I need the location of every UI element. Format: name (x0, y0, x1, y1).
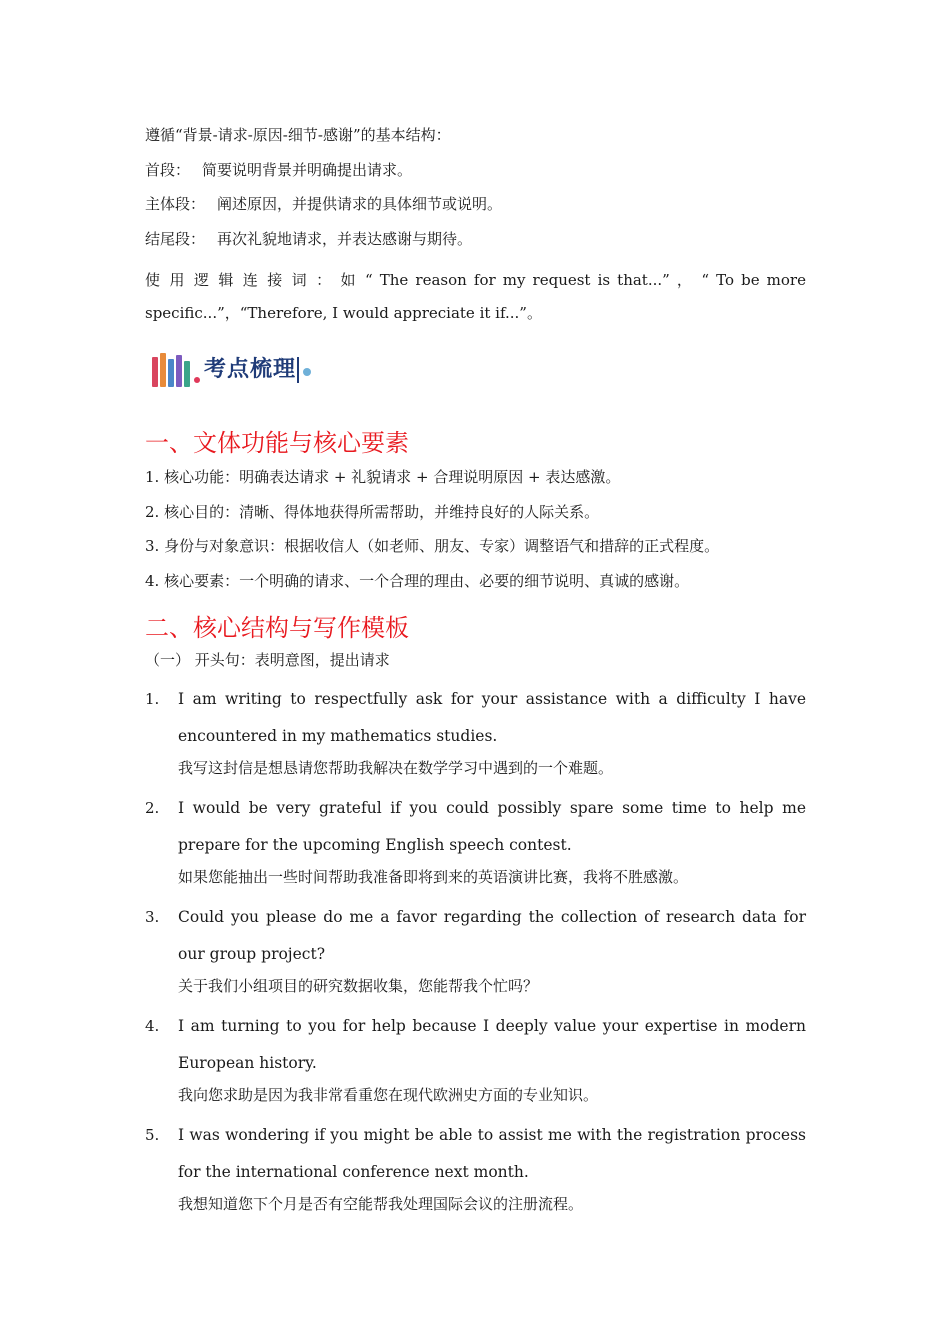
structure-row (145, 193, 806, 215)
banner-title: 考点梳理 (204, 357, 299, 383)
list-item: 3. 身份与对象意识：根据收信人（如老师、朋友、专家）调整语气和措辞的正式程度。 (145, 537, 720, 555)
book-spine (152, 357, 158, 387)
row-text: 再次礼貌地请求，并表达感谢与期待。 (217, 229, 473, 248)
chinese-translation: 关于我们小组项目的研究数据收集，您能帮我个忙吗？ (178, 976, 539, 995)
list-item: 1. 核心功能：明确表达请求 + 礼貌请求 + 合理说明原因 + 表达感激。 (145, 468, 621, 486)
subheading: （一） 开头句：表明意图，提出请求 (145, 650, 390, 669)
book-spine (176, 355, 182, 387)
book-spine (160, 353, 166, 387)
section-heading: 一、文体功能与核心要素 (145, 429, 409, 457)
item-number: 1. (145, 689, 160, 708)
sentence-item (145, 1008, 806, 1108)
book-spine (168, 359, 174, 387)
item-number: 5. (145, 1125, 160, 1144)
sentence-item (145, 681, 806, 781)
sentence-item (145, 899, 806, 999)
sentence-item (145, 790, 806, 890)
row-label: 首段： (145, 160, 191, 179)
row-label: 主体段： (145, 195, 206, 213)
connectors-line: specific...”，“Therefore, I would appreciate it if...”。 (145, 304, 542, 322)
banner-dot (194, 377, 200, 383)
banner-end-dot (303, 368, 311, 376)
english-sentence: Could you please do me a favor regarding the collection of research data for our group project? (178, 907, 806, 963)
english-sentence: I am writing to respectfully ask for your assistance with a difficulty I have encountered in my mathematics studies. (178, 689, 806, 745)
chinese-translation: 我想知道您下个月是否有空能帮我处理国际会议的注册流程。 (178, 1194, 584, 1213)
document-content (145, 124, 806, 1226)
item-number: 4. (145, 1016, 160, 1035)
item-number: 3. (145, 907, 160, 926)
english-sentence: I am turning to you for help because I deeply value your expertise in modern European history. (178, 1016, 806, 1072)
row-label: 结尾段： (145, 229, 206, 248)
structure-row (145, 159, 806, 181)
list-item: 2. 核心目的：清晰、得体地获得所需帮助，并维持良好的人际关系。 (145, 502, 600, 521)
books-icon (152, 353, 192, 387)
item-number: 2. (145, 798, 160, 817)
english-sentence: I was wondering if you might be able to assist me with the registration process for the international conference next month. (178, 1125, 806, 1181)
english-sentence: I would be very grateful if you could possibly spare some time to help me prepare for the upcoming English speech contest. (178, 798, 806, 854)
structure-line: 遵循“背景-请求-原因-细节-感谢”的基本结构： (145, 126, 451, 144)
chinese-translation: 如果您能抽出一些时间帮助我准备即将到来的英语演讲比赛，我将不胜感激。 (178, 867, 689, 886)
list-item: 4. 核心要素：一个明确的请求、一个合理的理由、必要的细节说明、真诚的感谢。 (145, 571, 690, 590)
row-text: 简要说明背景并明确提出请求。 (202, 160, 413, 179)
row-text: 阐述原因，并提供请求的具体细节或说明。 (217, 195, 503, 213)
book-spine (184, 361, 190, 387)
chinese-translation: 我写这封信是想恳请您帮助我解决在数学学习中遇到的一个难题。 (178, 758, 614, 777)
section-heading: 二、核心结构与写作模板 (145, 613, 409, 642)
sentence-item (145, 1117, 806, 1217)
structure-row (145, 228, 806, 250)
chinese-translation: 我向您求助是因为我非常看重您在现代欧洲史方面的专业知识。 (178, 1085, 599, 1104)
connectors-line: 使 用 逻 辑 连 接 词 ： 如 “ The reason for my request is that...” ， “ To be more (145, 271, 806, 289)
section-banner (152, 350, 806, 390)
